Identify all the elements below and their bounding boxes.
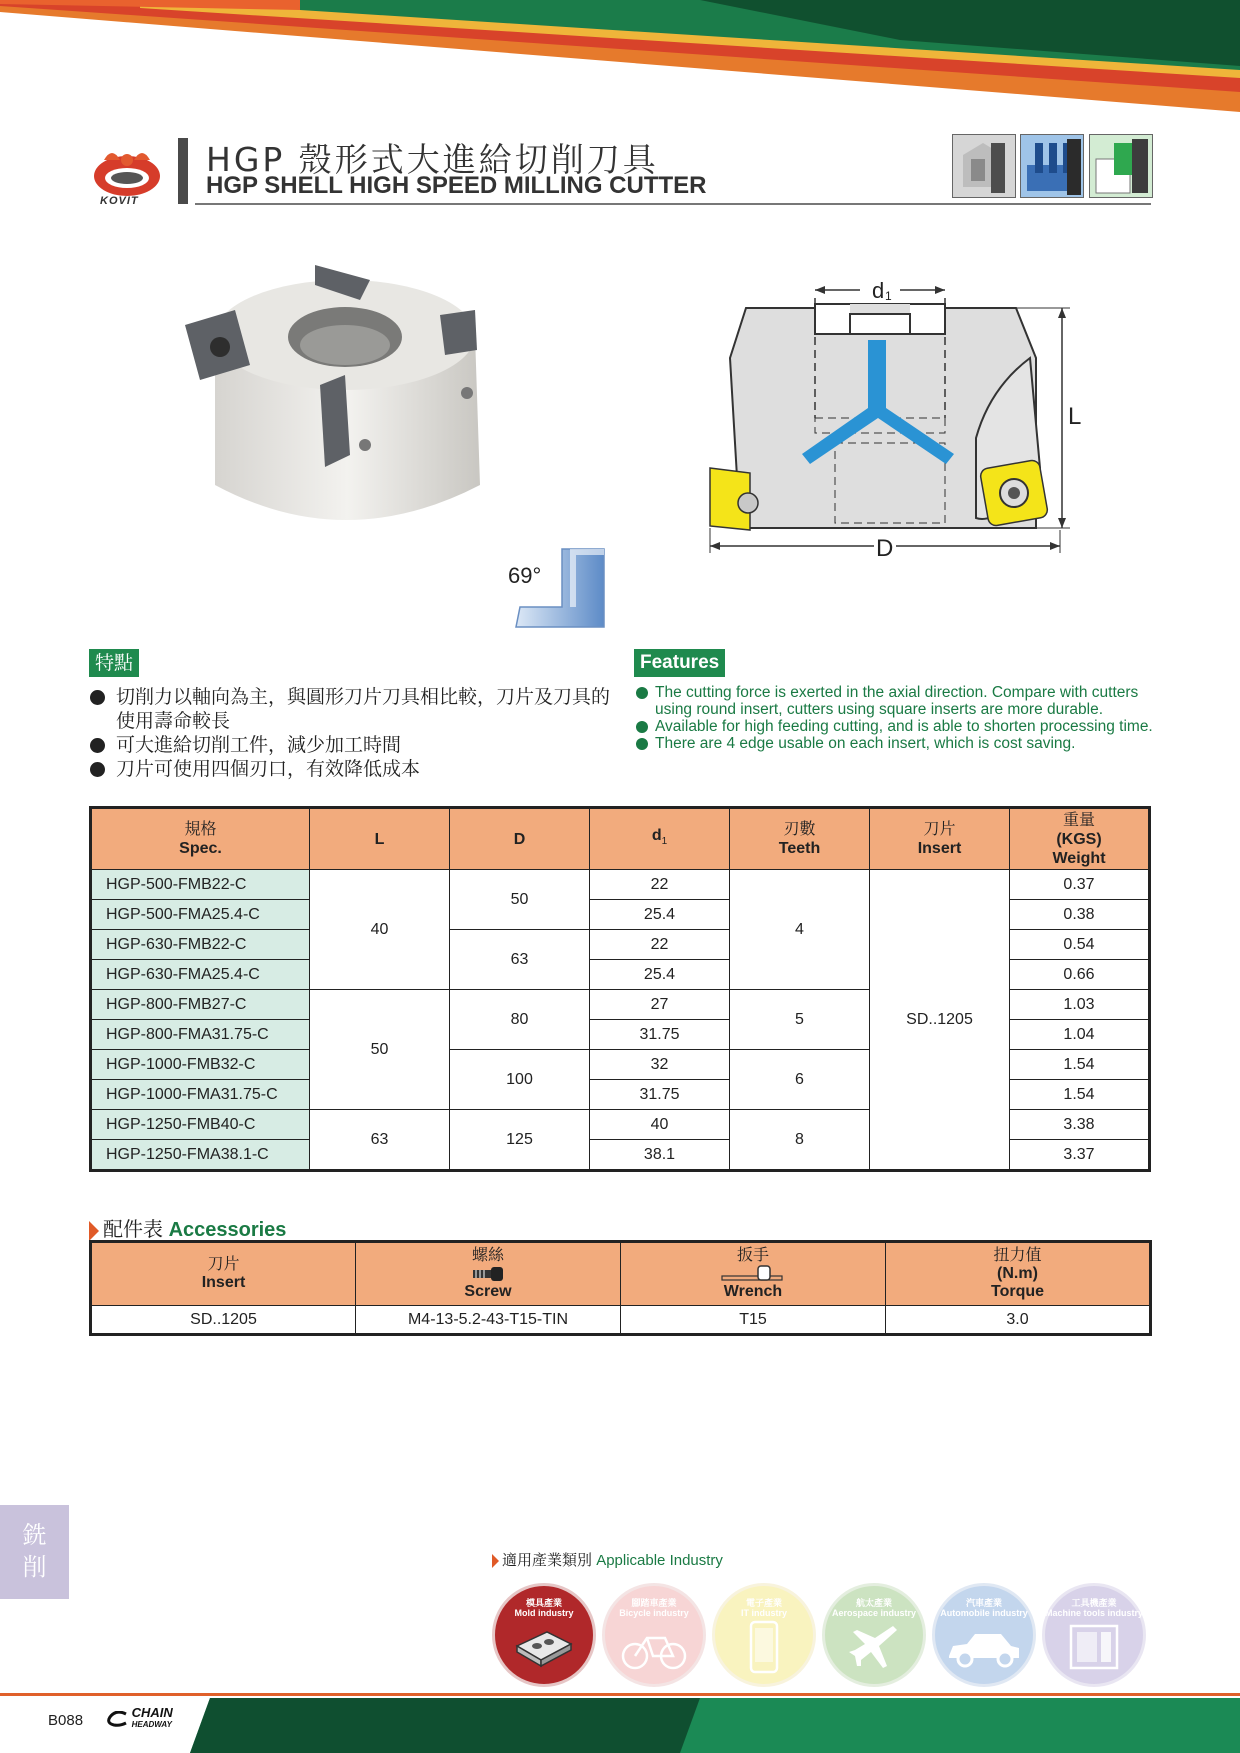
bullet-icon <box>636 738 648 750</box>
cell-spec: HGP-800-FMB27-C <box>91 990 310 1020</box>
page-title-chinese: HGP 殼形式大進給切削刀具 <box>206 140 659 179</box>
airplane-icon <box>847 1622 901 1672</box>
industry-automobile-badge: 汽車產業 Automobile industry <box>932 1583 1036 1687</box>
page-title-english: HGP SHELL HIGH SPEED MILLING CUTTER <box>206 172 707 199</box>
cell-d1: 31.75 <box>590 1080 730 1110</box>
cell-d1: 22 <box>590 870 730 900</box>
list-item: Available for high feeding cutting, and is able to shorten processing time. <box>635 718 1155 735</box>
cell-d1: 25.4 <box>590 960 730 990</box>
col-header-spec: 規格 Spec. <box>91 808 310 870</box>
bullet-icon <box>90 690 105 705</box>
cell-weight: 0.38 <box>1010 900 1150 930</box>
cell-teeth: 8 <box>730 1110 870 1171</box>
cell-d1: 38.1 <box>590 1140 730 1171</box>
screw-icon <box>471 1266 505 1282</box>
cell-D: 63 <box>450 930 590 990</box>
cell-spec: HGP-630-FMB22-C <box>91 930 310 960</box>
cell-insert: SD..1205 <box>91 1306 356 1335</box>
bullet-icon <box>90 762 105 777</box>
col-header-weight: 重量 (KGS) Weight <box>1010 808 1150 870</box>
cell-spec: HGP-500-FMB22-C <box>91 870 310 900</box>
face-milling-icon <box>1089 134 1153 198</box>
wrench-icon <box>720 1265 786 1283</box>
industry-it-badge: 電子產業 IT industry <box>712 1583 816 1687</box>
list-item: There are 4 edge usable on each insert, which is cost saving. <box>635 735 1155 752</box>
col-header-L: L <box>310 808 450 870</box>
dim-D-label: D <box>876 535 894 562</box>
col-header-insert: 刀片 Insert <box>91 1242 356 1306</box>
cutter-product-photo <box>175 255 515 575</box>
list-item: 可大進給切削工件，減少加工時間 <box>90 733 610 757</box>
industry-aerospace-badge: 航太產業 Aerospace industry <box>822 1583 926 1687</box>
table-header-row <box>91 1242 1151 1306</box>
cell-D: 100 <box>450 1050 590 1110</box>
cell-spec: HGP-1250-FMA38.1-C <box>91 1140 310 1171</box>
cell-teeth: 5 <box>730 990 870 1050</box>
cell-screw: M4-13-5.2-43-T15-TIN <box>356 1306 621 1335</box>
industry-bicycle-badge: 腳踏車產業 Bicycle industry <box>602 1583 706 1687</box>
bicycle-icon <box>621 1630 687 1670</box>
logo-wordmark: KOVIT <box>100 195 139 207</box>
car-icon <box>945 1630 1023 1668</box>
spec-table <box>89 806 1151 1172</box>
table-row <box>91 1306 1151 1335</box>
col-header-wrench: 扳手 Wrench <box>621 1242 886 1306</box>
dim-d1-label: d <box>872 278 885 303</box>
bullet-icon <box>636 721 648 733</box>
cell-weight: 1.04 <box>1010 1020 1150 1050</box>
cell-spec: HGP-630-FMA25.4-C <box>91 960 310 990</box>
cell-L: 63 <box>310 1110 450 1171</box>
dim-d1-subscript: 1 <box>885 289 892 303</box>
cell-torque: 3.0 <box>886 1306 1151 1335</box>
industry-mold-badge: 模具產業 Mold industry <box>492 1583 596 1687</box>
cell-weight: 1.54 <box>1010 1080 1150 1110</box>
page-number: B088 <box>48 1712 84 1729</box>
features-tag-english: Features <box>634 649 725 677</box>
cell-weight: 3.38 <box>1010 1110 1150 1140</box>
bullet-icon <box>90 738 105 753</box>
col-header-d1: $d_1$ <box>590 808 730 870</box>
features-list-chinese <box>90 685 610 781</box>
features-list-english <box>635 684 1155 752</box>
cell-d1: 40 <box>590 1110 730 1140</box>
cell-spec: HGP-1250-FMB40-C <box>91 1110 310 1140</box>
side-milling-icon <box>952 134 1016 198</box>
cell-weight: 0.66 <box>1010 960 1150 990</box>
col-header-screw: 螺絲 Screw <box>356 1242 621 1306</box>
cell-D: 125 <box>450 1110 590 1171</box>
cell-insert: SD..1205 <box>870 870 1010 1171</box>
col-header-insert: 刀片 Insert <box>870 808 1010 870</box>
cell-spec: HGP-1000-FMA31.75-C <box>91 1080 310 1110</box>
list-item: The cutting force is exerted in the axial direction. Compare with cutters using round insert, cutters using square inserts are more durable. <box>635 684 1155 718</box>
cell-spec: HGP-800-FMA31.75-C <box>91 1020 310 1050</box>
cell-d1: 22 <box>590 930 730 960</box>
industry-machine-tools-badge: 工具機產業 Machine tools industry <box>1042 1583 1146 1687</box>
title-underline <box>195 203 1151 205</box>
triangle-marker-icon <box>89 1221 99 1241</box>
bullet-icon <box>636 687 648 699</box>
smartphone-icon <box>749 1620 779 1674</box>
cell-spec: HGP-1000-FMB32-C <box>91 1050 310 1080</box>
col-header-D: D <box>450 808 590 870</box>
list-item: 切削力以軸向為主，與圓形刀片刀具相比較，刀片及刀具的使用壽命較長 <box>90 685 610 733</box>
top-banner <box>0 0 1240 120</box>
section-side-tab: 銑 削 <box>0 1505 69 1599</box>
cell-weight: 0.54 <box>1010 930 1150 960</box>
mold-icon <box>513 1624 575 1668</box>
industry-heading: 適用產業類別 Applicable Industry <box>492 1549 723 1570</box>
cell-wrench: T15 <box>621 1306 886 1335</box>
list-item: 刀片可使用四個刃口，有效降低成本 <box>90 757 610 781</box>
slot-milling-icon <box>1020 134 1084 198</box>
dim-L-label: L <box>1068 403 1082 430</box>
cell-teeth: 6 <box>730 1050 870 1110</box>
col-header-torque: 扭力值 (N.m) Torque <box>886 1242 1151 1306</box>
accessories-heading: 配件表 Accessories <box>89 1213 286 1242</box>
footer-brand: CHAIN HEADWAY <box>106 1707 173 1731</box>
cell-teeth: 4 <box>730 870 870 990</box>
footer-band <box>0 1693 1240 1753</box>
cell-weight: 1.54 <box>1010 1050 1150 1080</box>
cell-weight: 0.37 <box>1010 870 1150 900</box>
table-header-row <box>91 808 1150 870</box>
cell-d1: 27 <box>590 990 730 1020</box>
cell-d1: 31.75 <box>590 1020 730 1050</box>
lead-angle-label: 69° <box>508 563 542 588</box>
col-header-teeth: 刃數 Teeth <box>730 808 870 870</box>
cell-d1: 25.4 <box>590 900 730 930</box>
cell-L: 40 <box>310 870 450 990</box>
cutter-dimension-drawing <box>700 268 1120 568</box>
cell-spec: HGP-500-FMA25.4-C <box>91 900 310 930</box>
cell-D: 50 <box>450 870 590 930</box>
table-row <box>91 870 1150 900</box>
cell-weight: 3.37 <box>1010 1140 1150 1171</box>
lead-angle-icon <box>510 545 610 635</box>
cell-d1: 32 <box>590 1050 730 1080</box>
cell-L: 50 <box>310 990 450 1110</box>
machine-tool-icon <box>1067 1622 1121 1672</box>
title-accent-bar <box>178 138 188 204</box>
cell-D: 80 <box>450 990 590 1050</box>
cell-weight: 1.03 <box>1010 990 1150 1020</box>
accessories-table <box>89 1240 1152 1336</box>
brand-mark-icon <box>106 1711 128 1727</box>
features-tag-chinese: 特點 <box>89 649 139 677</box>
triangle-marker-icon <box>492 1554 499 1568</box>
